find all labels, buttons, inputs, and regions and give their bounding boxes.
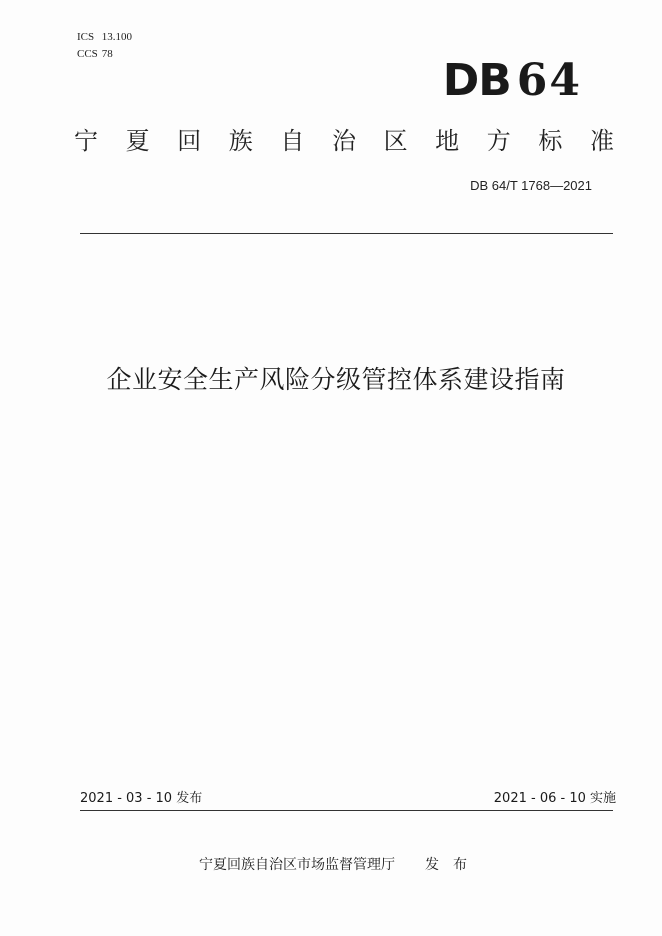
standard-type-char: 自	[280, 127, 305, 155]
standard-type-heading	[74, 125, 614, 157]
bottom-divider	[80, 810, 613, 811]
publisher-name: 宁夏回族自治区市场监督管理厅	[199, 857, 395, 873]
ics-value: 13.100	[101, 31, 132, 43]
standard-type-char: 族	[228, 127, 253, 155]
implementation-date: 2021 - 06 - 10 实施	[493, 791, 616, 806]
standard-type-char: 地	[435, 127, 460, 155]
publisher	[199, 856, 481, 874]
standard-type-char: 夏	[125, 127, 150, 155]
standard-type-char: 区	[383, 127, 408, 155]
standard-type-char: 回	[177, 127, 202, 155]
ccs-code	[77, 47, 113, 61]
document-title: 企业安全生产风险分级管控体系建设指南	[106, 365, 566, 394]
standard-type-char: 治	[331, 127, 356, 155]
standard-number: DB 64/T 1768—2021	[470, 178, 592, 193]
publisher-action: 发布	[425, 857, 481, 873]
issue-date: 2021 - 03 - 10 发布	[80, 791, 203, 806]
ccs-value: 78	[101, 48, 113, 60]
standard-type-char: 准	[589, 127, 614, 155]
db-logo-number: 64	[516, 55, 582, 106]
db-logo-letters: DB	[442, 55, 511, 106]
standard-type-char: 标	[538, 127, 563, 155]
ics-label: ICS	[77, 31, 95, 43]
standard-type-char: 宁	[74, 127, 98, 155]
db-logo	[443, 56, 582, 106]
top-divider	[80, 233, 613, 234]
ccs-label: CCS	[77, 48, 98, 60]
standard-type-char: 方	[486, 127, 511, 155]
ics-code	[77, 30, 132, 44]
